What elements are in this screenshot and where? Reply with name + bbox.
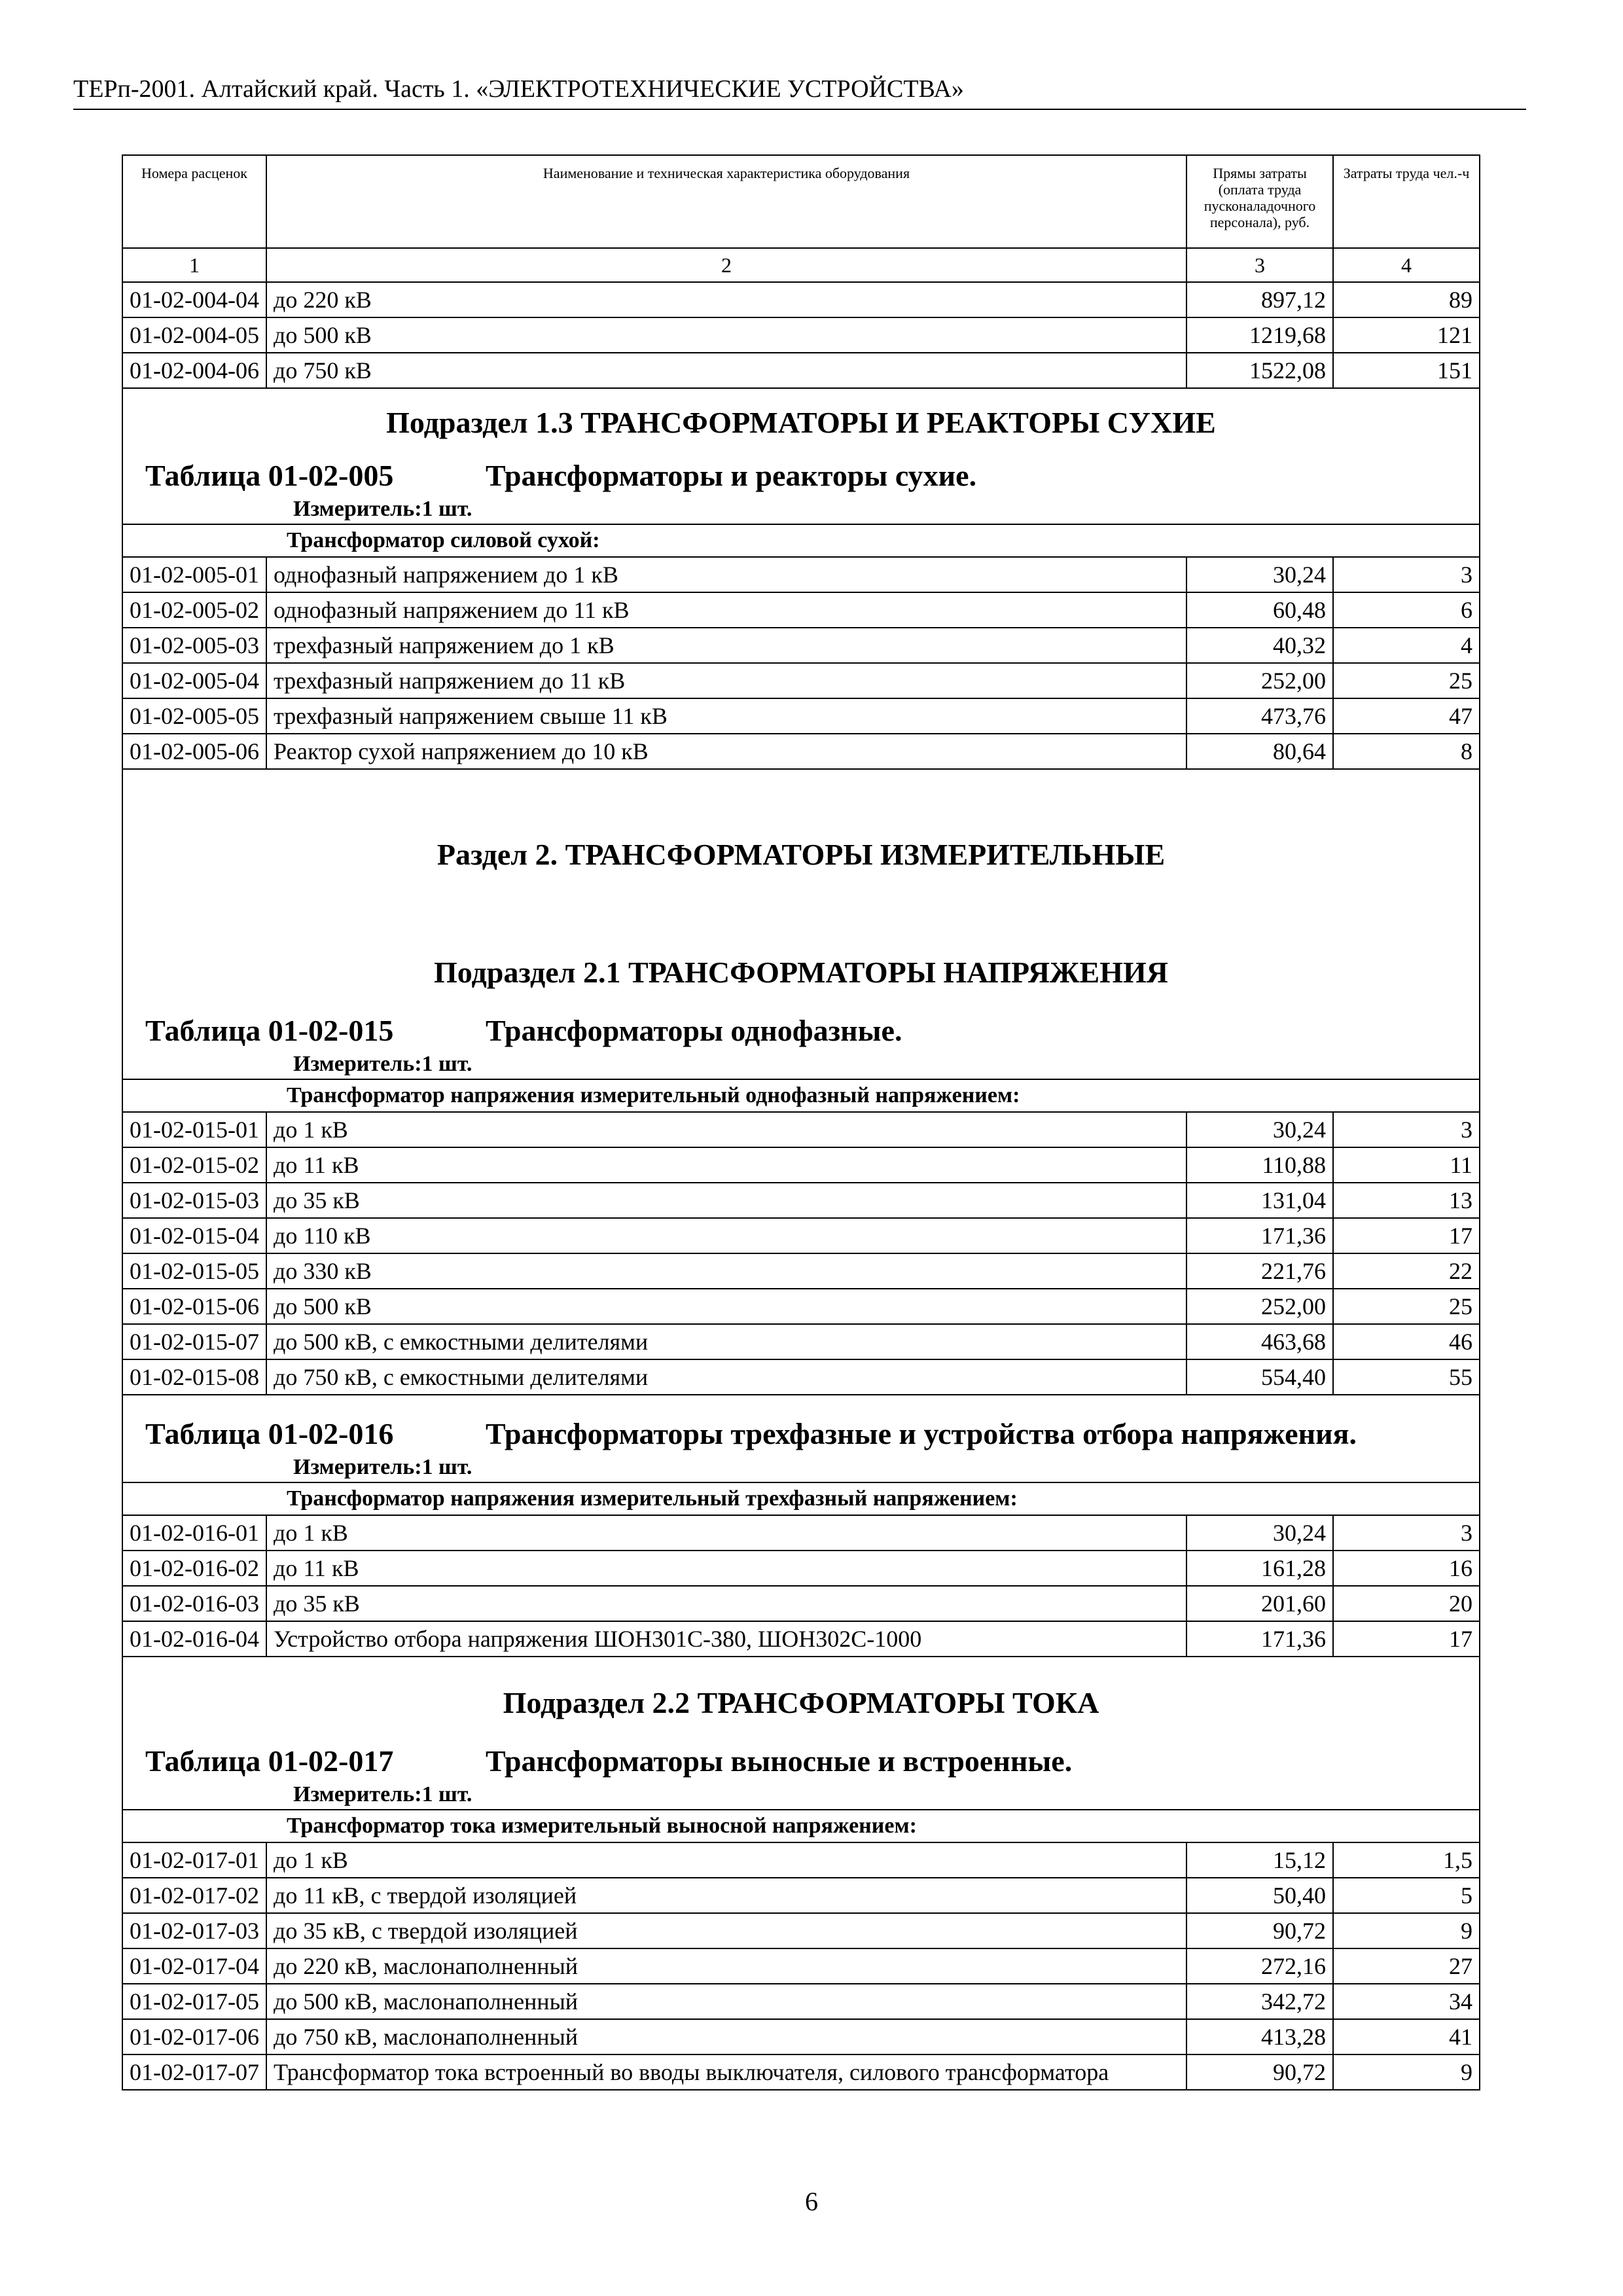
measure-unit: Измеритель:1 шт. <box>293 497 473 521</box>
cost-value: 161,28 <box>1186 1551 1333 1586</box>
labor-value: 9 <box>1333 2054 1480 2090</box>
cost-value: 30,24 <box>1186 1112 1333 1147</box>
item-name: до 1 кВ <box>266 1112 1186 1147</box>
cost-value: 131,04 <box>1186 1183 1333 1218</box>
rate-code: 01-02-005-05 <box>122 698 266 734</box>
table-row <box>122 1551 1480 1586</box>
item-name: Устройство отбора напряжения ШОН301С-380, ШОН302С-1000 <box>266 1621 1186 1657</box>
cost-value: 1219,68 <box>1186 317 1333 353</box>
item-name: Трансформатор тока встроенный во вводы выключателя, силового трансформатора <box>266 2054 1186 2090</box>
cost-value: 252,00 <box>1186 663 1333 698</box>
item-name: до 750 кВ, маслонаполненный <box>266 2019 1186 2054</box>
labor-value: 4 <box>1333 628 1480 663</box>
subsection-title: Подраздел 2.2 ТРАНСФОРМАТОРЫ ТОКА <box>503 1686 1099 1719</box>
rate-code: 01-02-017-01 <box>122 1842 266 1878</box>
rate-code: 01-02-016-04 <box>122 1621 266 1657</box>
item-name: до 750 кВ, с емкостными делителями <box>266 1359 1186 1395</box>
table-row <box>122 2019 1480 2054</box>
cost-value: 15,12 <box>1186 1842 1333 1878</box>
cost-value: 272,16 <box>1186 1948 1333 1984</box>
labor-value: 17 <box>1333 1621 1480 1657</box>
labor-value: 17 <box>1333 1218 1480 1253</box>
rate-code: 01-02-017-03 <box>122 1913 266 1948</box>
table-row <box>122 317 1480 353</box>
labor-value: 9 <box>1333 1913 1480 1948</box>
rate-code: 01-02-017-06 <box>122 2019 266 2054</box>
group-heading: Трансформатор силовой сухой: <box>122 524 1480 557</box>
rate-code: 01-02-017-02 <box>122 1878 266 1913</box>
rate-code: 01-02-015-02 <box>122 1147 266 1183</box>
rate-code: 01-02-005-03 <box>122 628 266 663</box>
item-name: трехфазный напряжением до 1 кВ <box>266 628 1186 663</box>
rate-code: 01-02-005-04 <box>122 663 266 698</box>
page-header: ТЕРп-2001. Алтайский край. Часть 1. «ЭЛЕКТРОТЕХНИЧЕСКИЕ УСТРОЙСТВА» <box>73 73 1526 110</box>
labor-value: 89 <box>1333 282 1480 317</box>
labor-value: 5 <box>1333 1878 1480 1913</box>
cost-value: 50,40 <box>1186 1878 1333 1913</box>
cost-value: 342,72 <box>1186 1984 1333 2019</box>
labor-value: 27 <box>1333 1948 1480 1984</box>
item-name: до 220 кВ, маслонаполненный <box>266 1948 1186 1984</box>
labor-value: 6 <box>1333 592 1480 628</box>
labor-value: 3 <box>1333 1515 1480 1551</box>
rate-code: 01-02-017-05 <box>122 1984 266 2019</box>
rate-code: 01-02-015-05 <box>122 1253 266 1289</box>
group-heading: Трансформатор напряжения измерительный трехфазный напряжением: <box>122 1482 1480 1515</box>
item-name: до 110 кВ <box>266 1218 1186 1253</box>
rate-code: 01-02-017-04 <box>122 1948 266 1984</box>
item-name: до 500 кВ, маслонаполненный <box>266 1984 1186 2019</box>
table-row <box>122 1359 1480 1395</box>
table-row <box>122 1183 1480 1218</box>
table-row <box>122 1324 1480 1359</box>
labor-value: 25 <box>1333 1289 1480 1324</box>
table-row <box>122 1984 1480 2019</box>
item-name: до 11 кВ, с твердой изоляцией <box>266 1878 1186 1913</box>
table-row <box>122 1586 1480 1621</box>
rate-code: 01-02-017-07 <box>122 2054 266 2090</box>
table-row <box>122 1289 1480 1324</box>
labor-value: 34 <box>1333 1984 1480 2019</box>
column-number: 4 <box>1333 248 1480 282</box>
item-name: до 500 кВ <box>266 317 1186 353</box>
section-title: Раздел 2. ТРАНСФОРМАТОРЫ ИЗМЕРИТЕЛЬНЫЕ <box>437 838 1166 871</box>
table-title: Таблица 01-02-005 Трансформаторы и реакторы сухие. <box>145 459 977 492</box>
labor-value: 3 <box>1333 1112 1480 1147</box>
table-005-header <box>122 388 1480 524</box>
table-row <box>122 734 1480 769</box>
rate-code: 01-02-004-05 <box>122 317 266 353</box>
subsection-title: Подраздел 2.1 ТРАНСФОРМАТОРЫ НАПРЯЖЕНИЯ <box>434 956 1168 989</box>
page-number: 6 <box>805 2187 818 2216</box>
cost-value: 1522,08 <box>1186 353 1333 388</box>
table-row <box>122 663 1480 698</box>
cost-value: 90,72 <box>1186 2054 1333 2090</box>
table-row <box>122 1515 1480 1551</box>
table-row <box>122 1218 1480 1253</box>
rate-code: 01-02-016-02 <box>122 1551 266 1586</box>
table-row <box>122 282 1480 317</box>
rate-code: 01-02-005-06 <box>122 734 266 769</box>
labor-value: 1,5 <box>1333 1842 1480 1878</box>
cost-value: 60,48 <box>1186 592 1333 628</box>
rate-code: 01-02-016-03 <box>122 1586 266 1621</box>
table-row <box>122 1878 1480 1913</box>
table-title: Таблица 01-02-016 Трансформаторы трехфазные и устройства отбора напряжения. <box>145 1417 1357 1450</box>
measure-unit: Измеритель:1 шт. <box>293 1052 473 1076</box>
rate-code: 01-02-015-07 <box>122 1324 266 1359</box>
column-header-name: Наименование и техническая характеристика оборудования <box>266 155 1186 248</box>
table-row <box>122 698 1480 734</box>
labor-value: 16 <box>1333 1551 1480 1586</box>
table-title: Таблица 01-02-015 Трансформаторы однофазные. <box>145 1014 902 1047</box>
item-name: до 35 кВ <box>266 1183 1186 1218</box>
labor-value: 41 <box>1333 2019 1480 2054</box>
labor-value: 11 <box>1333 1147 1480 1183</box>
table-row <box>122 1621 1480 1657</box>
table-row <box>122 353 1480 388</box>
labor-value: 25 <box>1333 663 1480 698</box>
cost-value: 90,72 <box>1186 1913 1333 1948</box>
table-row <box>122 557 1480 592</box>
group-heading: Трансформатор тока измерительный выносной напряжением: <box>122 1810 1480 1842</box>
column-number: 3 <box>1186 248 1333 282</box>
table-row <box>122 1913 1480 1948</box>
item-name: до 35 кВ, с твердой изоляцией <box>266 1913 1186 1948</box>
item-name: однофазный напряжением до 11 кВ <box>266 592 1186 628</box>
table-row <box>122 1147 1480 1183</box>
item-name: до 750 кВ <box>266 353 1186 388</box>
rate-code: 01-02-015-01 <box>122 1112 266 1147</box>
table-row <box>122 1112 1480 1147</box>
item-name: до 35 кВ <box>266 1586 1186 1621</box>
column-number: 1 <box>122 248 266 282</box>
table-row <box>122 1253 1480 1289</box>
group-heading: Трансформатор напряжения измерительный однофазный напряжением: <box>122 1079 1480 1112</box>
column-number: 2 <box>266 248 1186 282</box>
column-header-labor: Затраты труда чел.-ч <box>1333 155 1480 248</box>
column-header-row <box>122 155 1480 248</box>
labor-value: 47 <box>1333 698 1480 734</box>
table-row <box>122 2054 1480 2090</box>
cost-value: 201,60 <box>1186 1586 1333 1621</box>
rate-code: 01-02-015-03 <box>122 1183 266 1218</box>
labor-value: 151 <box>1333 353 1480 388</box>
labor-value: 22 <box>1333 1253 1480 1289</box>
cost-value: 171,36 <box>1186 1218 1333 1253</box>
item-name: до 500 кВ, с емкостными делителями <box>266 1324 1186 1359</box>
item-name: трехфазный напряжением свыше 11 кВ <box>266 698 1186 734</box>
subsection-title: Подраздел 1.3 ТРАНСФОРМАТОРЫ И РЕАКТОРЫ СУХИЕ <box>386 406 1216 439</box>
table-row <box>122 592 1480 628</box>
column-header-cost: Прямы затраты (оплата труда пусконаладочного персонала), руб. <box>1186 155 1333 248</box>
table-015-header <box>122 769 1480 1079</box>
item-name: Реактор сухой напряжением до 10 кВ <box>266 734 1186 769</box>
labor-value: 121 <box>1333 317 1480 353</box>
cost-value: 554,40 <box>1186 1359 1333 1395</box>
table-row <box>122 1948 1480 1984</box>
item-name: до 500 кВ <box>266 1289 1186 1324</box>
measure-unit: Измеритель:1 шт. <box>293 1455 473 1479</box>
table-title: Таблица 01-02-017 Трансформаторы выносные и встроенные. <box>145 1744 1073 1778</box>
rate-code: 01-02-015-08 <box>122 1359 266 1395</box>
item-name: до 220 кВ <box>266 282 1186 317</box>
cost-value: 413,28 <box>1186 2019 1333 2054</box>
cost-value: 40,32 <box>1186 628 1333 663</box>
rate-code: 01-02-005-02 <box>122 592 266 628</box>
item-name: трехфазный напряжением до 11 кВ <box>266 663 1186 698</box>
cost-value: 30,24 <box>1186 557 1333 592</box>
table-016-header <box>122 1395 1480 1482</box>
item-name: до 11 кВ <box>266 1147 1186 1183</box>
labor-value: 46 <box>1333 1324 1480 1359</box>
cost-value: 80,64 <box>1186 734 1333 769</box>
labor-value: 8 <box>1333 734 1480 769</box>
rate-code: 01-02-004-06 <box>122 353 266 388</box>
cost-value: 30,24 <box>1186 1515 1333 1551</box>
rate-code: 01-02-004-04 <box>122 282 266 317</box>
item-name: до 11 кВ <box>266 1551 1186 1586</box>
table-row <box>122 1842 1480 1878</box>
item-name: до 1 кВ <box>266 1842 1186 1878</box>
rate-code: 01-02-005-01 <box>122 557 266 592</box>
rates-table <box>122 154 1480 2090</box>
labor-value: 55 <box>1333 1359 1480 1395</box>
rate-code: 01-02-016-01 <box>122 1515 266 1551</box>
measure-unit: Измеритель:1 шт. <box>293 1782 473 1806</box>
labor-value: 20 <box>1333 1586 1480 1621</box>
rate-code: 01-02-015-04 <box>122 1218 266 1253</box>
cost-value: 473,76 <box>1186 698 1333 734</box>
cost-value: 110,88 <box>1186 1147 1333 1183</box>
column-number-row <box>122 248 1480 282</box>
cost-value: 252,00 <box>1186 1289 1333 1324</box>
column-header-code: Номера расценок <box>122 155 266 248</box>
table-017-header <box>122 1657 1480 1810</box>
item-name: однофазный напряжением до 1 кВ <box>266 557 1186 592</box>
item-name: до 1 кВ <box>266 1515 1186 1551</box>
table-row <box>122 628 1480 663</box>
cost-value: 221,76 <box>1186 1253 1333 1289</box>
rate-code: 01-02-015-06 <box>122 1289 266 1324</box>
cost-value: 897,12 <box>1186 282 1333 317</box>
cost-value: 171,36 <box>1186 1621 1333 1657</box>
cost-value: 463,68 <box>1186 1324 1333 1359</box>
item-name: до 330 кВ <box>266 1253 1186 1289</box>
labor-value: 3 <box>1333 557 1480 592</box>
labor-value: 13 <box>1333 1183 1480 1218</box>
